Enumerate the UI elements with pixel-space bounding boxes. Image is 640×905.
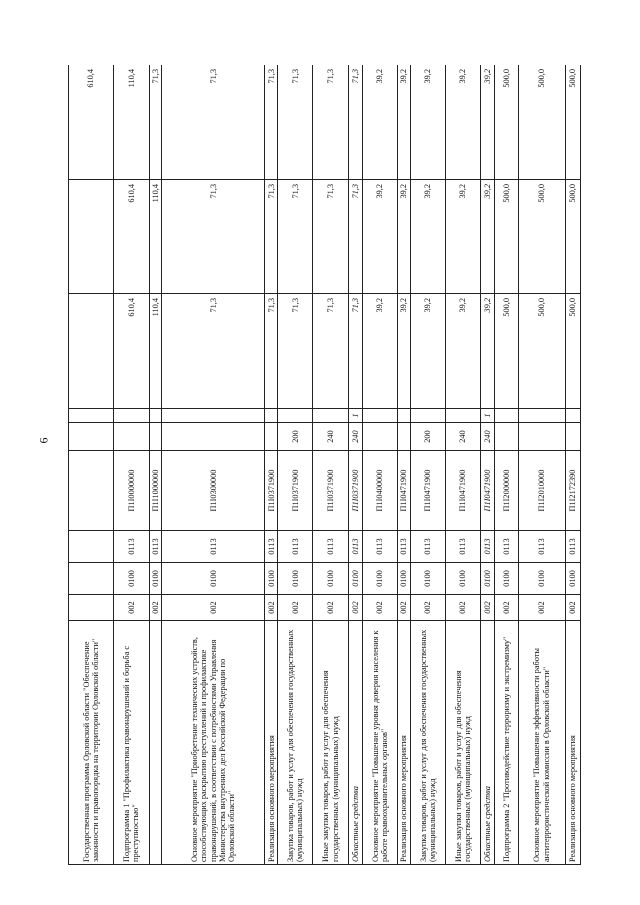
cell-section: 0100 [481, 563, 495, 595]
cell-amount-1: 500,0 [495, 294, 518, 409]
cell-source: 1 [348, 409, 362, 423]
cell-name: Основное мероприятие "Повышение эффективности работы антитеррористической комиссии в Орловской области" [518, 621, 565, 865]
table-row [565, 65, 580, 865]
cell-section: 0100 [278, 563, 313, 595]
cell-amount-3: 39,2 [410, 65, 445, 180]
cell-amount-2: 71,3 [162, 180, 265, 294]
cell-grbs: 002 [162, 595, 265, 621]
cell-section [69, 563, 114, 595]
cell-amount-3: 500,0 [518, 65, 565, 180]
table-row [313, 65, 348, 865]
cell-name: Реализация основного мероприятия [397, 621, 410, 865]
cell-source [113, 409, 149, 423]
cell-amount-1: 71,3 [278, 294, 313, 409]
cell-subsection: 0113 [397, 531, 410, 563]
cell-amount-1 [69, 294, 114, 409]
cell-target-article: П1I0300000 [162, 451, 265, 531]
cell-amount-3: 610,4 [69, 65, 114, 180]
cell-source [278, 409, 313, 423]
cell-section: 0100 [162, 563, 265, 595]
cell-amount-2: 39,2 [397, 180, 410, 294]
cell-subsection: 0113 [410, 531, 445, 563]
cell-expense-type [362, 423, 397, 451]
cell-target-article: П1I0471900 [481, 451, 495, 531]
cell-section: 0100 [362, 563, 397, 595]
cell-amount-3: 39,2 [446, 65, 481, 180]
cell-name: Закупка товаров, работ и услуг для обеспечения государственных (муниципальных) нужд [410, 621, 445, 865]
cell-section: 0100 [410, 563, 445, 595]
cell-expense-type: 200 [410, 423, 445, 451]
cell-amount-2: 39,2 [362, 180, 397, 294]
cell-name: Областные средства [481, 621, 495, 865]
cell-target-article: П1I0371900 [313, 451, 348, 531]
cell-amount-2: 39,2 [410, 180, 445, 294]
table-row [481, 65, 495, 865]
cell-amount-1: 39,2 [362, 294, 397, 409]
cell-amount-3: 71,3 [348, 65, 362, 180]
cell-grbs: 002 [265, 595, 278, 621]
cell-grbs: 002 [481, 595, 495, 621]
cell-section: 0100 [446, 563, 481, 595]
cell-target-article: П1I0371900 [348, 451, 362, 531]
cell-source [265, 409, 278, 423]
cell-amount-1: 500,0 [518, 294, 565, 409]
cell-expense-type [113, 423, 149, 451]
budget-table-container [68, 65, 581, 865]
cell-expense-type [265, 423, 278, 451]
cell-grbs: 002 [397, 595, 410, 621]
cell-source [410, 409, 445, 423]
table-row [149, 65, 161, 865]
cell-name: Основное мероприятие "Повышение уровня доверия населения к работе правоохранительных органов" [362, 621, 397, 865]
cell-subsection: 0113 [313, 531, 348, 563]
cell-name: Реализация основного мероприятия [265, 621, 278, 865]
cell-subsection: 0113 [149, 531, 161, 563]
page-number: 6 [36, 437, 51, 444]
cell-grbs: 002 [446, 595, 481, 621]
cell-source: 1 [481, 409, 495, 423]
cell-amount-2: 500,0 [518, 180, 565, 294]
cell-grbs: 002 [518, 595, 565, 621]
cell-name: Основное мероприятие "Приобретение технических устройств, способствующих раскрытию преступлений и профилактике правонарушений, в соответствии с потребностями Управления Министерства внутренних дел Российской Федерации по Орловской области" [162, 621, 265, 865]
cell-target-article: П1I2172390 [565, 451, 580, 531]
cell-subsection: 0113 [518, 531, 565, 563]
cell-expense-type [495, 423, 518, 451]
cell-amount-1: 39,2 [481, 294, 495, 409]
cell-amount-2: 39,2 [446, 180, 481, 294]
cell-expense-type: 200 [278, 423, 313, 451]
cell-amount-1: 39,2 [410, 294, 445, 409]
cell-source [162, 409, 265, 423]
cell-section: 0100 [495, 563, 518, 595]
cell-expense-type: 240 [313, 423, 348, 451]
table-row [410, 65, 445, 865]
cell-grbs: 002 [362, 595, 397, 621]
cell-subsection: 0113 [565, 531, 580, 563]
cell-expense-type [69, 423, 114, 451]
cell-amount-3: 39,2 [362, 65, 397, 180]
cell-amount-1: 610,4 [113, 294, 149, 409]
cell-section: 0100 [348, 563, 362, 595]
cell-target-article: П1I0471900 [446, 451, 481, 531]
cell-target-article: П1I0000000 [113, 451, 149, 531]
cell-grbs [69, 595, 114, 621]
cell-grbs: 002 [313, 595, 348, 621]
cell-subsection: 0113 [278, 531, 313, 563]
cell-target-article: П1I0371900 [278, 451, 313, 531]
cell-name [149, 621, 161, 865]
cell-amount-1: 110,4 [149, 294, 161, 409]
cell-amount-2: 610,4 [113, 180, 149, 294]
cell-amount-3: 71,3 [313, 65, 348, 180]
table-row [278, 65, 313, 865]
cell-name: Иные закупки товаров, работ и услуг для обеспечения государственных (муниципальных) нужд [446, 621, 481, 865]
cell-grbs: 002 [565, 595, 580, 621]
cell-subsection: 0113 [495, 531, 518, 563]
cell-amount-1: 39,2 [446, 294, 481, 409]
cell-amount-2: 39,2 [481, 180, 495, 294]
table-row [495, 65, 518, 865]
cell-expense-type [397, 423, 410, 451]
cell-amount-1: 71,3 [348, 294, 362, 409]
cell-target-article [69, 451, 114, 531]
cell-section: 0100 [518, 563, 565, 595]
cell-subsection: 0113 [348, 531, 362, 563]
cell-name: Государственная программа Орловской области "Обеспечение законности и правопорядка на территории Орловской области" [69, 621, 114, 865]
table-row [446, 65, 481, 865]
cell-expense-type: 240 [446, 423, 481, 451]
cell-expense-type [518, 423, 565, 451]
cell-name: Реализация основного мероприятия [565, 621, 580, 865]
cell-name: Областные средства [348, 621, 362, 865]
cell-amount-2: 110,4 [149, 180, 161, 294]
cell-source [495, 409, 518, 423]
cell-name: Подпрограмма 1 "Профилактика правонарушений и борьба с преступностью" [113, 621, 149, 865]
cell-source [313, 409, 348, 423]
cell-amount-2: 500,0 [565, 180, 580, 294]
table-row [69, 65, 114, 865]
cell-grbs: 002 [278, 595, 313, 621]
cell-expense-type [565, 423, 580, 451]
budget-allocation-table [68, 65, 581, 865]
cell-target-article: П1I0471900 [410, 451, 445, 531]
cell-amount-3: 500,0 [565, 65, 580, 180]
cell-section: 0100 [313, 563, 348, 595]
cell-section: 0100 [149, 563, 161, 595]
cell-amount-2: 71,3 [348, 180, 362, 294]
table-row [397, 65, 410, 865]
cell-subsection: 0113 [265, 531, 278, 563]
cell-source [518, 409, 565, 423]
cell-source [69, 409, 114, 423]
cell-section: 0100 [565, 563, 580, 595]
cell-expense-type [149, 423, 161, 451]
cell-amount-3: 71,3 [162, 65, 265, 180]
cell-amount-2: 71,3 [278, 180, 313, 294]
cell-amount-3: 71,3 [278, 65, 313, 180]
cell-target-article: П1I0371900 [265, 451, 278, 531]
cell-expense-type: 240 [348, 423, 362, 451]
cell-grbs: 002 [149, 595, 161, 621]
cell-amount-1: 71,3 [162, 294, 265, 409]
cell-amount-1: 39,2 [397, 294, 410, 409]
cell-subsection: 0113 [113, 531, 149, 563]
table-row [113, 65, 149, 865]
cell-section: 0100 [265, 563, 278, 595]
cell-source [446, 409, 481, 423]
table-row [265, 65, 278, 865]
cell-amount-2 [69, 180, 114, 294]
cell-amount-3: 39,2 [397, 65, 410, 180]
cell-source [397, 409, 410, 423]
cell-section: 0100 [113, 563, 149, 595]
cell-grbs: 002 [348, 595, 362, 621]
cell-grbs: 002 [495, 595, 518, 621]
cell-grbs: 002 [410, 595, 445, 621]
cell-amount-3: 39,2 [481, 65, 495, 180]
cell-name: Закупка товаров, работ и услуг для обеспечения государственных (муниципальных) нужд [278, 621, 313, 865]
cell-target-article: П1I2010000 [518, 451, 565, 531]
cell-amount-1: 500,0 [565, 294, 580, 409]
cell-target-article: П1I2000000 [495, 451, 518, 531]
cell-subsection [69, 531, 114, 563]
cell-amount-3: 500,0 [495, 65, 518, 180]
cell-source [565, 409, 580, 423]
cell-subsection: 0113 [481, 531, 495, 563]
cell-amount-1: 71,3 [313, 294, 348, 409]
cell-amount-3: 71,3 [265, 65, 278, 180]
table-body [69, 65, 581, 865]
table-row [348, 65, 362, 865]
cell-source [362, 409, 397, 423]
cell-expense-type [162, 423, 265, 451]
cell-grbs: 002 [113, 595, 149, 621]
cell-amount-1: 71,3 [265, 294, 278, 409]
cell-subsection: 0113 [446, 531, 481, 563]
cell-expense-type: 240 [481, 423, 495, 451]
cell-source [149, 409, 161, 423]
cell-subsection: 0113 [362, 531, 397, 563]
cell-name: Подпрограмма 2 "Противодействие терроризму и экстремизму" [495, 621, 518, 865]
table-row [162, 65, 265, 865]
table-row [362, 65, 397, 865]
rotated-page-region [68, 65, 581, 865]
cell-target-article: П1I0400000 [362, 451, 397, 531]
cell-target-article: П1I0471900 [397, 451, 410, 531]
cell-amount-2: 500,0 [495, 180, 518, 294]
cell-amount-3: 71,3 [149, 65, 161, 180]
cell-section: 0100 [397, 563, 410, 595]
table-row [518, 65, 565, 865]
cell-name: Иные закупки товаров, работ и услуг для обеспечения государственных (муниципальных) нужд [313, 621, 348, 865]
cell-amount-3: 110,4 [113, 65, 149, 180]
cell-amount-2: 71,3 [265, 180, 278, 294]
cell-amount-2: 71,3 [313, 180, 348, 294]
cell-target-article: П1I1000000 [149, 451, 161, 531]
cell-subsection: 0113 [162, 531, 265, 563]
